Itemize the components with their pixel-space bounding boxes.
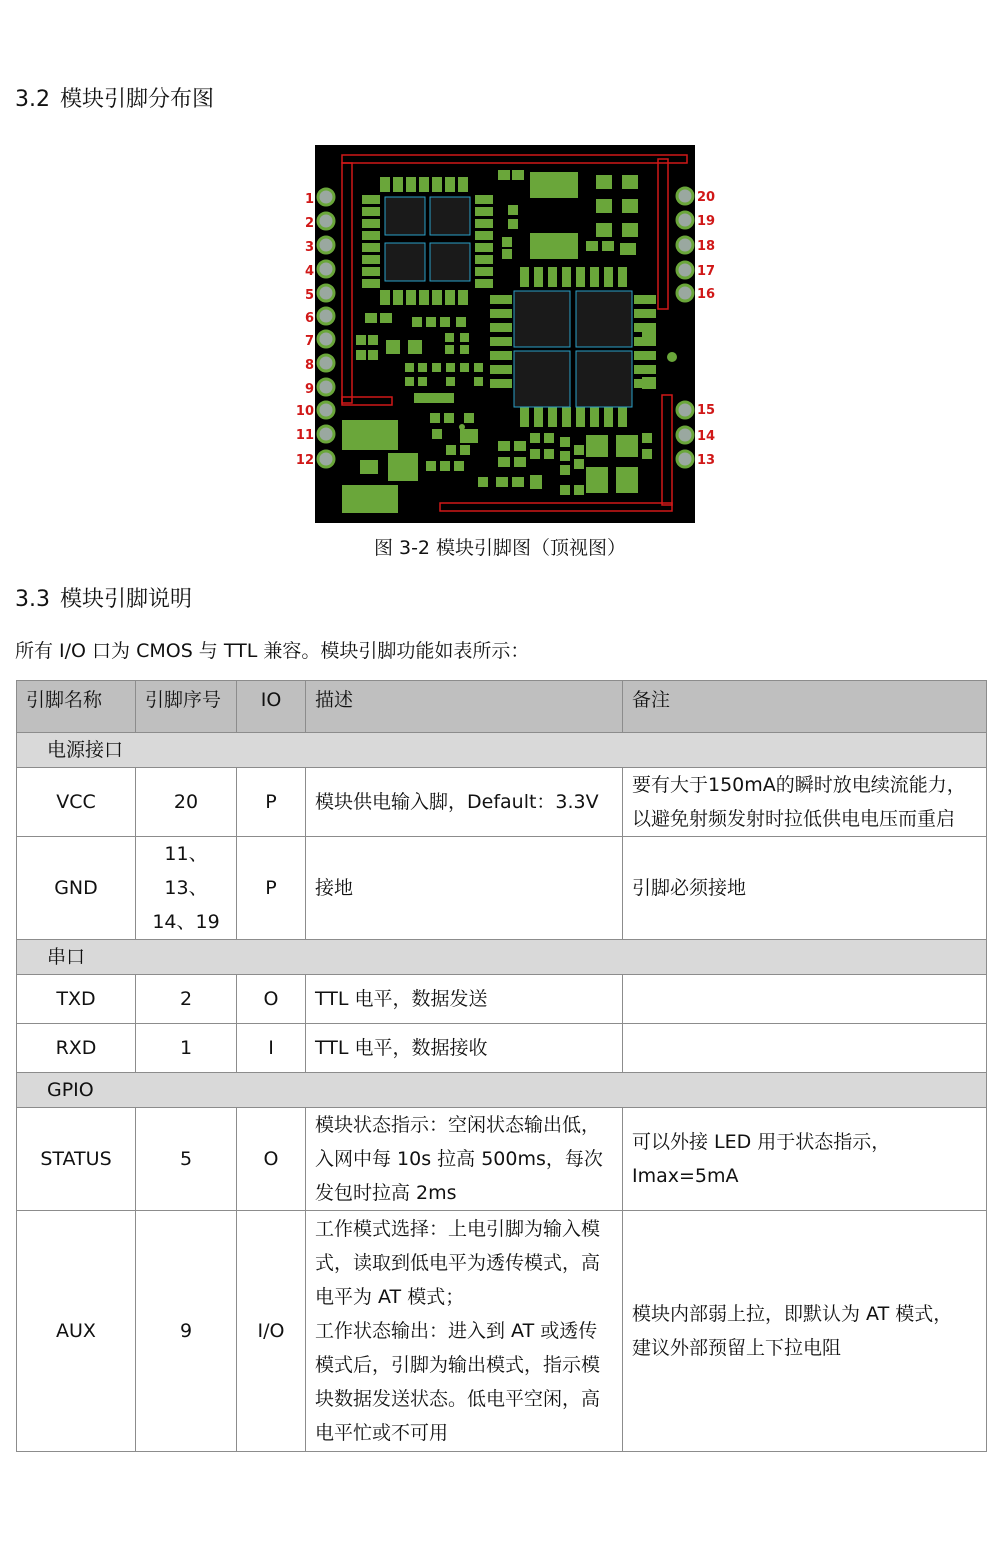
note-line: 建议外部预留上下拉电阻 <box>632 1337 842 1359</box>
cell-notes <box>623 1108 987 1211</box>
section-title: 模块引脚分布图 <box>60 87 215 112</box>
section-3-2-heading <box>15 82 214 113</box>
cell-pin-name: VCC <box>17 768 136 837</box>
cell-io: O <box>237 1108 306 1211</box>
pin-12 <box>296 451 334 468</box>
pin-20 <box>677 188 715 205</box>
cell-notes <box>623 768 987 837</box>
group-label: 串口 <box>17 940 987 975</box>
pin-11 <box>296 426 334 443</box>
pin-label: 5 <box>304 288 314 303</box>
pin-label: 11 <box>295 428 314 443</box>
cell-pin-number: 9 <box>136 1211 237 1452</box>
pin-label: 6 <box>304 311 314 326</box>
pin-label: 8 <box>304 358 314 373</box>
pin-label: 18 <box>697 239 716 254</box>
table-row-txd <box>17 975 987 1024</box>
header-description: 描述 <box>306 681 623 733</box>
section-number: 3.2 <box>15 87 50 112</box>
description-line: 电平忙或不可用 <box>315 1422 449 1444</box>
pin-label: 7 <box>304 334 314 349</box>
pin-label: 17 <box>697 264 716 279</box>
pin-label: 14 <box>697 429 716 444</box>
cell-description <box>306 1211 623 1452</box>
description-line: 模块状态指示：空闲状态输出低， <box>315 1114 601 1136</box>
description-line: 发包时拉高 2ms <box>315 1182 457 1204</box>
table-row-aux <box>17 1211 987 1452</box>
pin-19 <box>677 212 715 229</box>
pin-label: 4 <box>304 264 314 279</box>
group-label: GPIO <box>17 1073 987 1108</box>
cell-io: O <box>237 975 306 1024</box>
pin-label: 3 <box>304 240 314 255</box>
pin-label: 16 <box>697 287 716 302</box>
cell-io: P <box>237 768 306 837</box>
table-row-rxd <box>17 1024 987 1073</box>
cell-notes <box>623 1024 987 1073</box>
pin-15 <box>677 402 715 418</box>
table-row-status <box>17 1108 987 1211</box>
module-top-view-image <box>290 145 716 525</box>
pin-label: 12 <box>295 453 314 468</box>
pin-17 <box>677 262 715 279</box>
cell-description: 接地 <box>306 837 623 940</box>
pin-label: 1 <box>304 192 314 207</box>
description-line: 块数据发送状态。低电平空闲，高 <box>315 1388 601 1410</box>
cell-description: TTL 电平，数据接收 <box>306 1024 623 1073</box>
description-line: 式，读取到低电平为透传模式，高 <box>315 1252 601 1274</box>
header-io: IO <box>237 681 306 733</box>
description-line: 模式后，引脚为输出模式，指示模 <box>315 1354 601 1376</box>
note-line: 可以外接 LED 用于状态指示， <box>632 1131 891 1153</box>
table-header-row <box>17 681 987 733</box>
cell-pin-number: 2 <box>136 975 237 1024</box>
section-number: 3.3 <box>15 587 50 612</box>
pin-18 <box>677 237 715 254</box>
cell-pin-name: RXD <box>17 1024 136 1073</box>
pin-14 <box>677 427 715 444</box>
cell-notes <box>623 975 987 1024</box>
note-line: 模块内部弱上拉，即默认为 AT 模式， <box>632 1303 953 1325</box>
header-pin-number: 引脚序号 <box>136 681 237 733</box>
cell-notes <box>623 1211 987 1452</box>
note-line: 要有大于150mA的瞬时放电续流能力， <box>632 774 966 796</box>
group-row-serial <box>17 940 987 975</box>
table-row-vcc <box>17 768 987 837</box>
section-title: 模块引脚说明 <box>60 587 193 612</box>
pin-number-line: 14、19 <box>152 911 220 933</box>
cell-description: 模块供电输入脚，Default：3.3V <box>306 768 623 837</box>
header-notes: 备注 <box>623 681 987 733</box>
cell-pin-number <box>136 837 237 940</box>
pin-16 <box>677 285 715 302</box>
cell-io: I <box>237 1024 306 1073</box>
cell-pin-name: GND <box>17 837 136 940</box>
description-line: 工作状态输出：进入到 AT 或透传 <box>315 1320 598 1342</box>
pin-label: 13 <box>697 453 716 468</box>
note-line: Imax=5mA <box>632 1165 739 1187</box>
via-mark <box>459 424 465 430</box>
cell-io: I/O <box>237 1211 306 1452</box>
description-line: 电平为 AT 模式； <box>315 1286 465 1308</box>
pin-label: 15 <box>697 403 716 418</box>
cell-io: P <box>237 837 306 940</box>
cell-description: TTL 电平，数据发送 <box>306 975 623 1024</box>
cell-pin-name: STATUS <box>17 1108 136 1211</box>
description-line: 工作模式选择：上电引脚为输入模 <box>315 1218 601 1240</box>
cell-description <box>306 1108 623 1211</box>
group-row-power <box>17 733 987 768</box>
intro-paragraph: 所有 I/O 口为 CMOS 与 TTL 兼容。模块引脚功能如表所示： <box>15 640 530 662</box>
pin-label: 19 <box>697 214 716 229</box>
cell-pin-name: AUX <box>17 1211 136 1452</box>
figure-caption: 图 3-2 模块引脚图（顶视图） <box>373 537 627 559</box>
pin-number-line: 11、13、 <box>164 843 208 899</box>
pin-10 <box>296 402 334 419</box>
pin-layout-figure <box>290 145 716 525</box>
pin-13 <box>677 451 715 468</box>
cell-pin-number: 1 <box>136 1024 237 1073</box>
pin-label: 9 <box>304 382 314 397</box>
cell-pin-number: 5 <box>136 1108 237 1211</box>
pin-label: 10 <box>295 404 314 419</box>
pin-label: 2 <box>304 216 314 231</box>
pin-description-table <box>16 680 987 1452</box>
pin-label: 20 <box>697 190 716 205</box>
table-row-gnd <box>17 837 987 940</box>
fiducial-mark <box>667 352 677 362</box>
cell-notes: 引脚必须接地 <box>623 837 987 940</box>
group-label: 电源接口 <box>17 733 987 768</box>
description-line: 入网中每 10s 拉高 500ms，每次 <box>315 1148 603 1170</box>
cell-pin-name: TXD <box>17 975 136 1024</box>
section-3-3-heading <box>15 582 192 613</box>
note-line: 以避免射频发射时拉低供电电压而重启 <box>632 808 956 830</box>
cell-pin-number: 20 <box>136 768 237 837</box>
header-pin-name: 引脚名称 <box>17 681 136 733</box>
group-row-gpio <box>17 1073 987 1108</box>
